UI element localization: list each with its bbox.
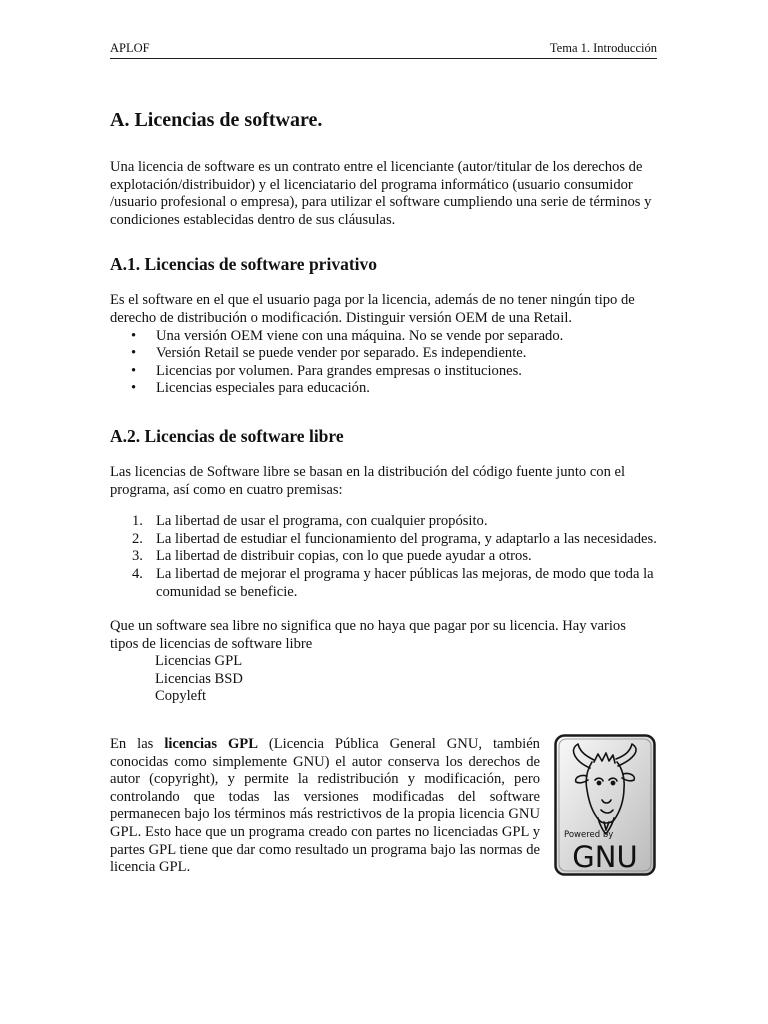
running-header [110,40,657,59]
bullet-item: • Versión Retail se puede vender por separado. Es independiente. [110,345,657,363]
privative-bullet-list [110,328,657,398]
gpl-lead: En las [110,736,165,753]
freedoms-list [110,513,657,601]
section-a-intro: Una licencia de software es un contrato entre el licenciante (autor/titular de los derechos de explotación/distribuidor) y el licenciatario del programa informático (usuario consumidor /usuario profesional o empresa), para utilizar el software cumpliendo una serie de términos y condiciones establecidas dentro de sus cláusulas. [110,159,652,228]
license-type: Licencias GPL [155,653,243,670]
freedom-number: 4. [132,565,143,582]
freedom-item [110,548,657,566]
gpl-block [110,736,657,886]
gnu-head-icon [554,734,656,876]
freedom-number: 1. [132,513,143,530]
section-a2-title: A.2. Licencias de software libre [110,425,344,446]
freedom-text: La libertad de usar el programa, con cualquier propósito. [156,513,488,530]
section-a2-text: Las licencias de Software libre se basan en la distribución del código fuente junto con el programa, así como en cuatro premisas: [110,463,626,498]
license-types-list [110,653,657,706]
section-a1-text: Es el software en el que el usuario paga por la licencia, además de no tener ningún tipo de derecho de distribución o modificación. Distinguir versión OEM de una Retail. [110,292,635,326]
content [110,108,657,886]
freedom-text: La libertad de estudiar el funcionamiento del programa, y adaptarlo a las necesidades. [156,530,657,547]
powered-by-text: Powered by [564,830,614,841]
section-a1-title: A.1. Licencias de software privativo [110,254,378,275]
header-right: Tema 1. Introducción [549,41,657,55]
license-type: Licencias BSD [155,670,243,687]
freedom-text: La libertad de mejorar el programa y hacer públicas las mejoras, de modo que toda la comunidad se beneficie. [156,565,654,600]
gnu-text: GNU [572,840,638,875]
freedom-number: 3. [132,548,143,565]
bullet-item: • Una versión OEM viene con una máquina. No se vende por separado. [110,328,657,346]
freedom-text: La libertad de distribuir copias, con lo que puede ayudar a otros. [156,548,532,565]
freedom-item [110,566,657,601]
freedom-number: 2. [132,530,143,547]
bullet-item: • Licencias por volumen. Para grandes empresas o instituciones. [110,363,657,381]
free-software-paragraph: Que un software sea libre no significa que no haya que pagar por su licencia. Hay varios tipos de licencias de software libre [110,618,626,652]
gpl-rest: (Licencia Pública General GNU, también conocidas como simplemente GNU) el autor conserva los derechos de autor (copyright), y permite la redistribución y modificación, pero controlando que todas las versiones modificadas del software permanecen bajo los términos más restrictivos de la propia licencia GNU GPL. Esto hace que un programa creado con partes no licenciadas GPL y partes GPL tiene que dar como resultado un programa bajo las normas de licencia GPL. [110,736,540,876]
gnu-logo [554,734,656,876]
gpl-paragraph [110,736,540,877]
section-a-title: A. Licencias de software. [110,109,323,131]
freedom-item [110,531,657,549]
bullet-item: • Licencias especiales para educación. [110,380,657,398]
header-left: APLOF [110,41,150,55]
license-type: Copyleft [155,688,207,705]
gpl-bold: licencias GPL [164,736,258,753]
freedom-item [110,513,657,531]
